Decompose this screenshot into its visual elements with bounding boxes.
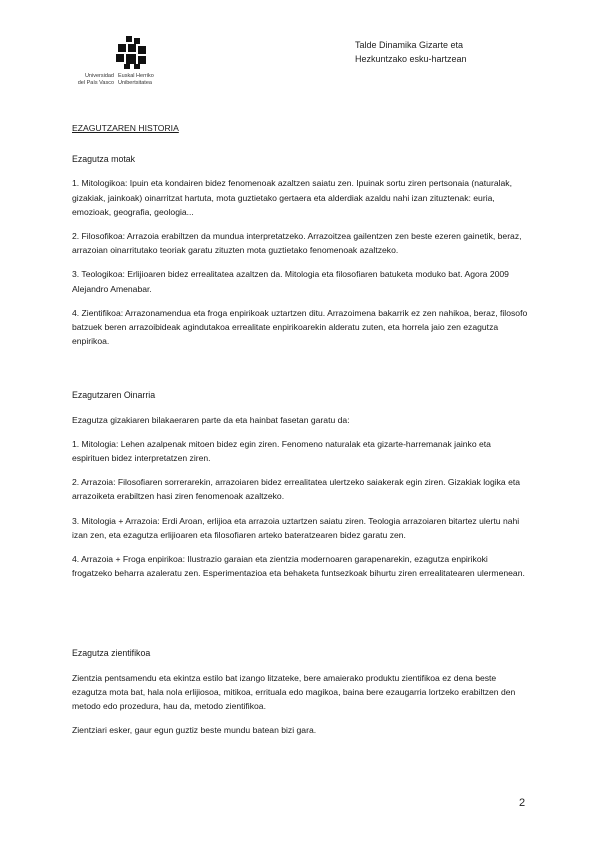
university-logo <box>70 36 160 92</box>
section-spacer <box>72 358 528 388</box>
paragraph: 3. Mitologia + Arrazoia: Erdi Aroan, erlijioa eta arrazoia uztartzen saiatu ziren. Teologia arrazoiaren bitartez ulertu nahi izan zen, eta ezagutza erlijioaren eta filosofiaren arteko bateratzearen bidez garatu zen. <box>72 515 520 540</box>
document-title: EZAGUTZAREN HISTORIA <box>72 123 179 133</box>
university-emblem-icon <box>112 36 152 70</box>
paragraph: 4. Arrazoia + Froga enpirikoa: Ilustrazio garaian eta zientzia modernoaren garapenarekin, ezagutza enpirikoki frogatzeko beharra azaleratu zen. Esperimentazioa eta behaketa funtsezkoak bihurtu ziren errealitatearen ulermenean. <box>72 554 525 579</box>
course-line-2: Hezkuntzako esku-hartzean <box>355 54 467 64</box>
section-heading: Ezagutza zientifikoa <box>72 648 151 659</box>
section-heading: Ezagutza motak <box>72 154 136 165</box>
paragraph: Zientzia pentsamendu eta ekintza estilo bat izango litzateke, bere amaierako produktu zientifikoa ez dena beste ezagutza mota bat, hala nola erlijiosoa, mitikoa, erritualа edo magikoa, baina bere ezaugarria lortzeko erabiltzen den metodo edo prozedura, hau da, metodo zientifikoa. <box>72 672 516 712</box>
section-spacer <box>72 590 528 646</box>
paragraph: 4. Zientifikoa: Arrazonamendua eta froga enpirikoak uztartzen ditu. Arrazoimena bakarrik ez zen nahikoa, beraz, filosofo batzuek beren arrazoibideak agindutakoa errealitate enpirikoarekin alderatu zuten, eta horrela jaio zen ezagutza enpirikoa. <box>72 307 528 347</box>
paragraph: Zientziari esker, gaur egun guztiz beste mundu batean bizi gara. <box>72 725 317 736</box>
paragraph: 3. Teologikoa: Erlijioaren bidez errealitatea azaltzen da. Mitologia eta filosofiaren batuketa moduko bat. Agora 2009 Alejandro Amenabar. <box>72 269 509 294</box>
document-body <box>72 121 528 747</box>
paragraph: 1. Mitologia: Lehen azalpenak mitoen bidez egin ziren. Fenomeno naturalak eta gizarte-harremanak jainko eta espirituen bidez interpretatzen ziren. <box>72 438 491 464</box>
paragraph: 2. Arrazoia: Filosofiaren sorrerarekin, arrazoiaren bidez errealitatea ulertzeko saiakerak egin ziren. Gizakiak logika eta arrazoiketa erabiltzen hasi ziren fenomenoak azaltzeko. <box>72 477 521 502</box>
paragraph: 2. Filosofikoa: Arrazoia erabiltzen da mundua interpretatzeko. Arrazoitzea gailentzen zen beste ezeren gainetik, beraz, arrazoian oinarritutako teoriak garatu zituzten mota guztietako fenomenoak azaltzeko. <box>72 231 522 256</box>
page-number: 2 <box>519 797 526 809</box>
section-heading: Ezagutzaren Oinarria <box>72 390 156 401</box>
paragraph: 1. Mitologikoa: Ipuin eta kondairen bidez fenomenoak azaltzen saiatu zen. Ipuinak sortu ziren pertsonaia (naturalak, gizakiak, jainkoak) oinarritzat hartuta, mota guztietako gertaera eta alderdiak azaldu nahi izan zituztenak: euria, emozioak, geografia, geologia... <box>72 178 512 217</box>
logo-text-basque: Euskal Herriko Unibertsitatea <box>118 73 154 86</box>
course-header <box>355 38 555 66</box>
course-line-1: Talde Dinamika Gizarte eta <box>355 40 464 50</box>
paragraph: Ezagutza gizakiaren bilakaeraren parte da eta hainbat fasetan garatu da: <box>72 414 350 425</box>
logo-text-spanish: Universidad del País Vasco <box>77 73 114 86</box>
